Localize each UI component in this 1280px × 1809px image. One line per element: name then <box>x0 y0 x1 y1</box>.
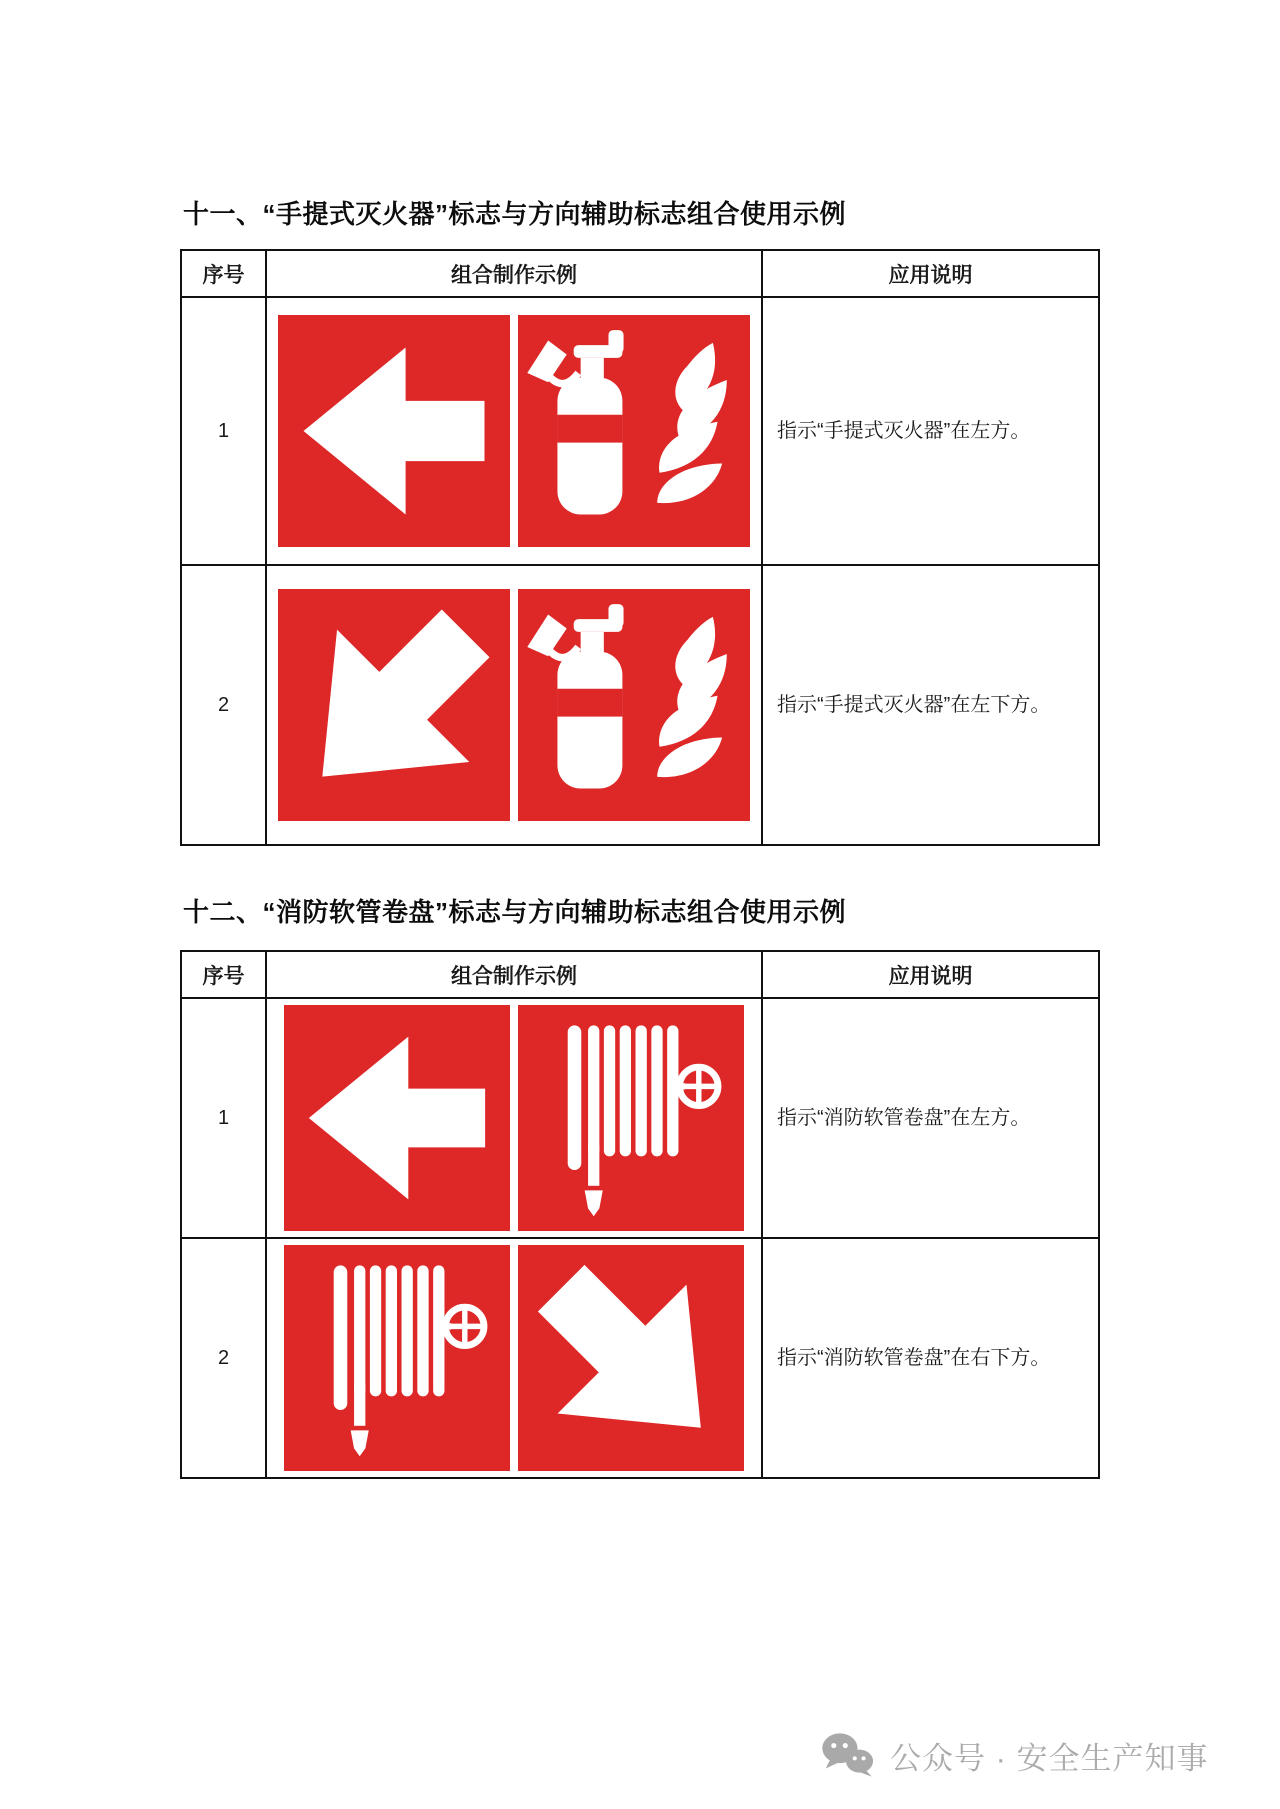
arrow-down-right-icon <box>518 1245 744 1471</box>
combined-sign-cell <box>266 297 762 565</box>
table-row <box>181 998 1099 1238</box>
sign-arrow-down-right <box>518 1245 744 1471</box>
sign-arrow-left <box>284 1005 510 1231</box>
header-no: 序号 <box>181 250 266 297</box>
combined-sign <box>267 1005 761 1231</box>
sign-fire-extinguisher <box>518 315 750 547</box>
sign-arrow-left <box>278 315 510 547</box>
table-header-row <box>181 951 1099 998</box>
header-no: 序号 <box>181 951 266 998</box>
arrow-left-icon <box>284 1005 510 1231</box>
table-row <box>181 297 1099 565</box>
sign-fire-hose-reel <box>284 1245 510 1471</box>
combined-sign-cell <box>266 565 762 845</box>
sign-arrow-down-left <box>278 589 510 821</box>
combined-sign-cell <box>266 1238 762 1478</box>
application-note: 指示“手提式灭火器”在左下方。 <box>762 565 1099 845</box>
header-note: 应用说明 <box>762 250 1099 297</box>
header-example: 组合制作示例 <box>266 250 762 297</box>
section1-title: 十一、“手提式灭火器”标志与方向辅助标志组合使用示例 <box>183 199 847 229</box>
table-header-row <box>181 250 1099 297</box>
section2-title: 十二、“消防软管卷盘”标志与方向辅助标志组合使用示例 <box>183 897 847 927</box>
sign-fire-hose-reel <box>518 1005 744 1231</box>
application-note: 指示“消防软管卷盘”在右下方。 <box>762 1238 1099 1478</box>
wechat-icon <box>820 1732 876 1778</box>
watermark-text: 公众号 · 安全生产知事 <box>890 1740 1209 1776</box>
hose-reel-examples-table <box>180 950 1100 1479</box>
row-number: 1 <box>181 998 266 1238</box>
header-example: 组合制作示例 <box>266 951 762 998</box>
combined-sign <box>267 315 761 547</box>
row-number: 1 <box>181 297 266 565</box>
arrow-left-icon <box>278 315 510 547</box>
arrow-down-left-icon <box>278 589 510 821</box>
row-number: 2 <box>181 1238 266 1478</box>
sign-fire-extinguisher <box>518 589 750 821</box>
fire-extinguisher-icon <box>518 589 750 821</box>
extinguisher-examples-table <box>180 249 1100 846</box>
table-row <box>181 565 1099 845</box>
row-number: 2 <box>181 565 266 845</box>
fire-hose-reel-icon <box>518 1005 744 1231</box>
application-note: 指示“消防软管卷盘”在左方。 <box>762 998 1099 1238</box>
table-row <box>181 1238 1099 1478</box>
fire-extinguisher-icon <box>518 315 750 547</box>
header-note: 应用说明 <box>762 951 1099 998</box>
combined-sign-cell <box>266 998 762 1238</box>
watermark <box>820 1732 1209 1778</box>
combined-sign <box>267 589 761 821</box>
combined-sign <box>267 1245 761 1471</box>
fire-hose-reel-icon <box>284 1245 510 1471</box>
application-note: 指示“手提式灭火器”在左方。 <box>762 297 1099 565</box>
